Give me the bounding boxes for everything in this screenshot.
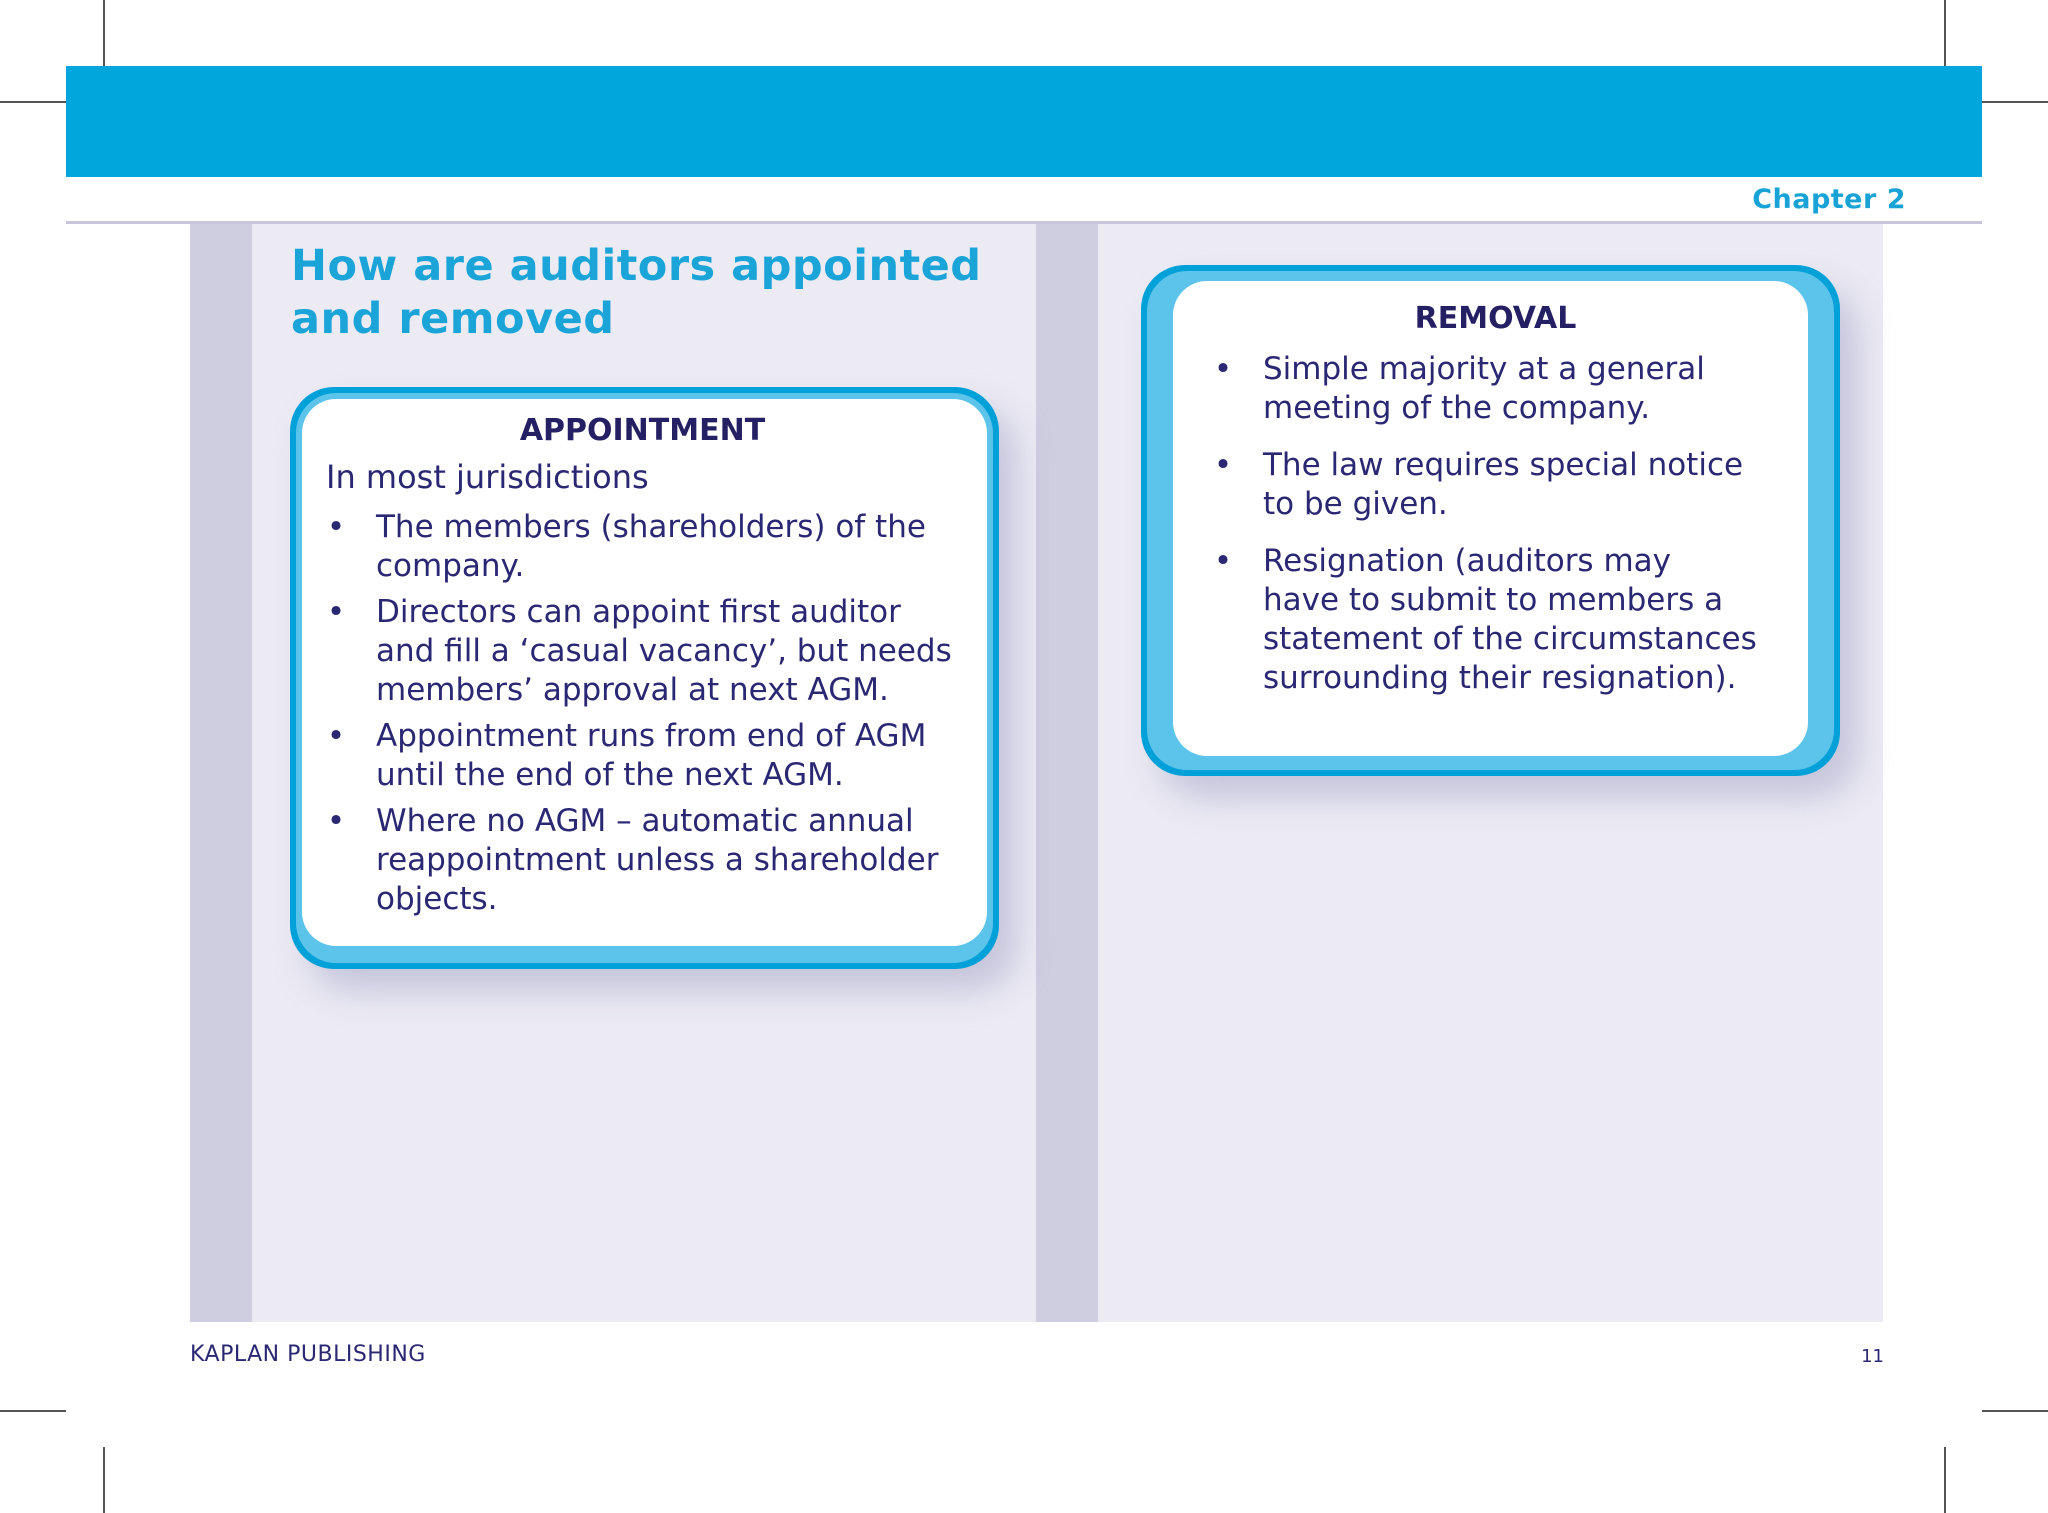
bullet-glyph: • xyxy=(326,718,346,754)
bullet-glyph: • xyxy=(1213,543,1233,579)
crop-mark xyxy=(1944,0,1946,66)
crop-mark xyxy=(103,0,105,66)
item-line: members’ approval at next AGM. xyxy=(376,672,889,708)
item-line: reappointment unless a shareholder xyxy=(376,842,939,878)
page-title xyxy=(291,240,1031,346)
appointment-card-body xyxy=(302,399,987,946)
item-line: and fill a ‘casual vacancy’, but needs xyxy=(376,633,952,669)
removal-card-body xyxy=(1173,281,1808,756)
page-number: 11 xyxy=(1861,1346,1884,1367)
item-line: Appointment runs from end of AGM xyxy=(376,718,927,754)
list-item xyxy=(1213,446,1778,524)
list-item xyxy=(1213,542,1778,698)
item-line: Resignation (auditors may xyxy=(1263,543,1671,579)
title-line: and removed xyxy=(291,294,615,344)
item-line: meeting of the company. xyxy=(1263,390,1651,426)
crop-mark xyxy=(0,1410,66,1412)
list-item xyxy=(326,802,959,919)
middle-stripe xyxy=(1036,224,1098,1322)
item-line: Where no AGM – automatic annual xyxy=(376,803,914,839)
bullet-glyph: • xyxy=(1213,447,1233,483)
bullet-glyph: • xyxy=(1213,351,1233,387)
left-margin-stripe xyxy=(190,224,252,1322)
removal-list xyxy=(1213,350,1778,698)
item-line: company. xyxy=(376,548,525,584)
list-item xyxy=(326,717,959,795)
crop-mark xyxy=(1944,1447,1946,1513)
item-line: to be given. xyxy=(1263,486,1448,522)
bullet-glyph: • xyxy=(326,803,346,839)
item-line: have to submit to members a xyxy=(1263,582,1724,618)
chapter-label: Chapter 2 xyxy=(1752,184,1906,215)
crop-mark xyxy=(1982,101,2048,103)
appointment-heading: APPOINTMENT xyxy=(519,413,766,448)
title-line: How are auditors appointed xyxy=(291,241,982,291)
item-line: objects. xyxy=(376,881,498,917)
list-item xyxy=(326,508,959,586)
appointment-intro: In most jurisdictions xyxy=(326,458,649,496)
appointment-list xyxy=(326,508,959,919)
crop-mark xyxy=(103,1447,105,1513)
publisher-label: KAPLAN PUBLISHING xyxy=(190,1342,426,1367)
crop-mark xyxy=(0,101,66,103)
list-item xyxy=(1213,350,1778,428)
item-line: surrounding their resignation). xyxy=(1263,660,1737,696)
item-line: Directors can appoint first auditor xyxy=(376,594,901,630)
list-item xyxy=(326,593,959,710)
removal-heading: REMOVAL xyxy=(1414,301,1577,336)
header-banner xyxy=(66,66,1982,177)
item-line: statement of the circumstances xyxy=(1263,621,1757,657)
banner-swoosh xyxy=(1770,66,1982,177)
bullet-glyph: • xyxy=(326,594,346,630)
crop-mark xyxy=(1982,1410,2048,1412)
item-line: until the end of the next AGM. xyxy=(376,757,844,793)
item-line: Simple majority at a general xyxy=(1263,351,1705,387)
bullet-glyph: • xyxy=(326,509,346,545)
item-line: The law requires special notice xyxy=(1263,447,1744,483)
item-line: The members (shareholders) of the xyxy=(376,509,926,545)
